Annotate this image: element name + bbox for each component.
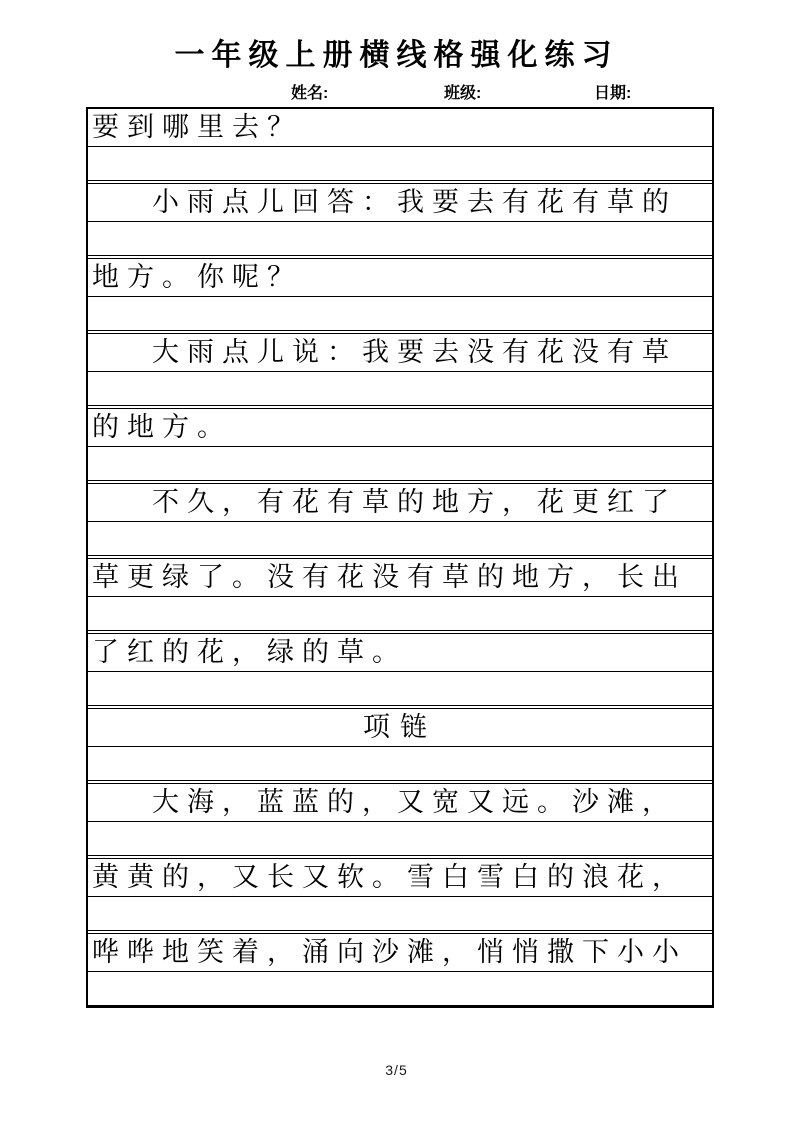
practice-line-blank [88, 897, 712, 930]
practice-block [88, 784, 712, 855]
worksheet-line: 了红的花，绿的草。 [88, 634, 712, 672]
name-field-label: 姓名: [291, 85, 329, 102]
date-field-label: 日期: [594, 85, 632, 102]
practice-block [88, 334, 712, 405]
worksheet-line: 要到哪里去？ [88, 109, 712, 147]
practice-line-blank [88, 222, 712, 255]
worksheet-line: 大雨点儿说：我要去没有花没有草 [88, 334, 712, 372]
worksheet-line: 哗哗地笑着，涌向沙滩，悄悄撒下小小 [88, 934, 712, 972]
class-field-label: 班级: [444, 85, 482, 102]
practice-line-blank [88, 672, 712, 705]
worksheet-line-section-title: 项链 [88, 709, 712, 747]
practice-line-blank [88, 147, 712, 180]
practice-line-blank [88, 372, 712, 405]
page-title: 一年级上册横线格强化练习 [174, 38, 619, 73]
practice-block [88, 934, 712, 1005]
practice-block [88, 634, 712, 705]
practice-line-blank [88, 522, 712, 555]
practice-block [88, 184, 712, 255]
worksheet-line: 黄黄的，又长又软。雪白雪白的浪花， [88, 859, 712, 897]
practice-line-blank [88, 747, 712, 780]
practice-block [88, 484, 712, 555]
practice-line-blank [88, 447, 712, 480]
worksheet-line: 大海，蓝蓝的，又宽又远。沙滩， [88, 784, 712, 822]
practice-block [88, 259, 712, 330]
practice-line-blank [88, 972, 712, 1005]
page-number: 3/5 [385, 1062, 408, 1078]
worksheet-line: 小雨点儿回答：我要去有花有草的 [88, 184, 712, 222]
worksheet-line: 地方。你呢？ [88, 259, 712, 297]
practice-block [88, 409, 712, 480]
practice-grid [86, 107, 714, 1008]
practice-block [88, 559, 712, 630]
practice-line-blank [88, 822, 712, 855]
practice-block [88, 709, 712, 780]
header-fields [0, 80, 793, 102]
practice-block [88, 859, 712, 930]
worksheet-line: 不久，有花有草的地方，花更红了 [88, 484, 712, 522]
worksheet-line: 的地方。 [88, 409, 712, 447]
worksheet-line: 草更绿了。没有花没有草的地方，长出 [88, 559, 712, 597]
practice-line-blank [88, 597, 712, 630]
practice-block [88, 109, 712, 180]
practice-line-blank [88, 297, 712, 330]
